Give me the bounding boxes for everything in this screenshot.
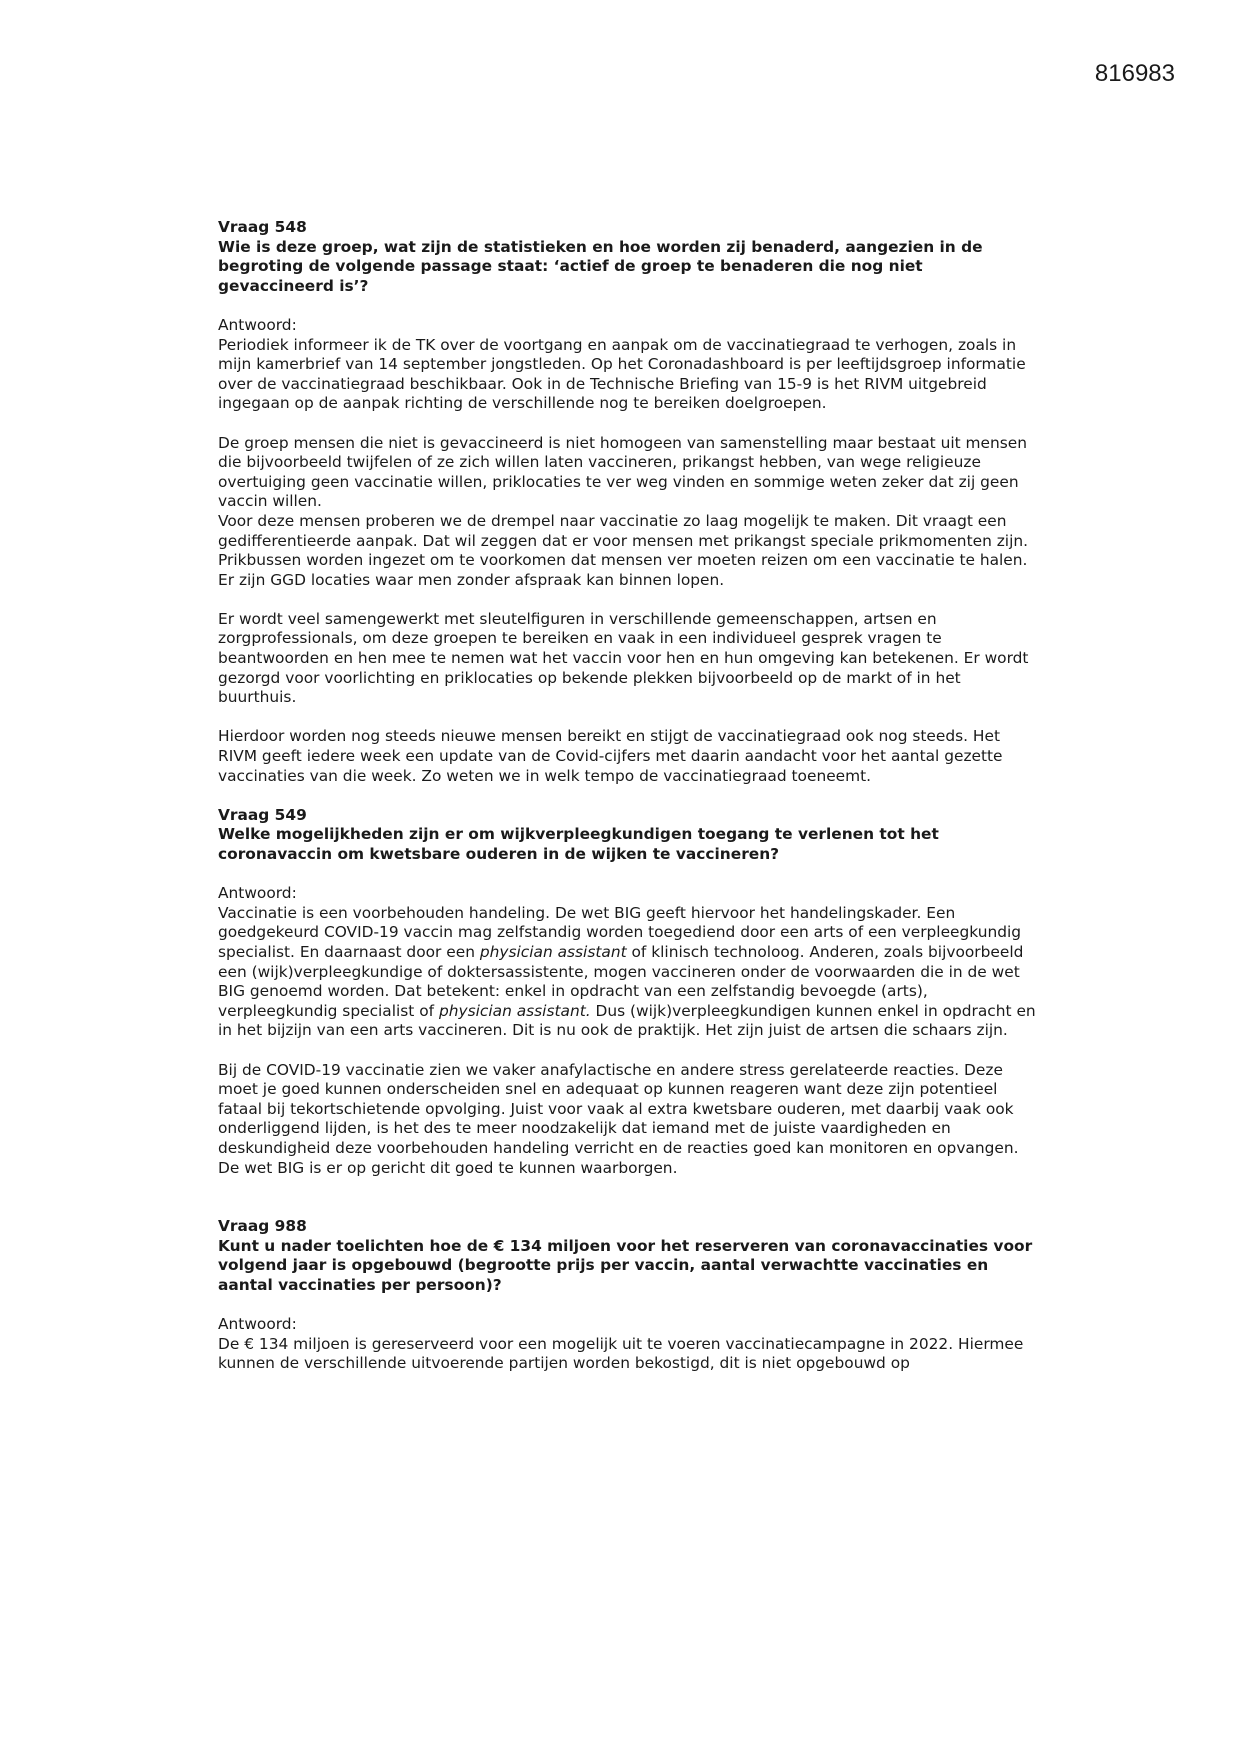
answer-text-part: Dus (wijk)verpleegkundigen kunnen enkel in opdracht en in het bijzijn van een arts vaccineren. Dit is nu ook de praktijk. Het zijn juist de artsen die schaars zijn. xyxy=(218,1001,1036,1040)
answer-text-part: Vaccinatie is een voorbehouden handeling. De wet BIG geeft hiervoor het handelingskader. Een goedgekeurd COVID-19 vaccin mag zelfstandig worden toegediend door een arts of een verpleegkundig specialist. En daarnaast door een xyxy=(218,903,1022,961)
question-549-answer-paragraph-2: Bij de COVID-19 vaccinatie zien we vaker anafylactische en andere stress gerelateerde reacties. Deze moet je goed kunnen onderscheiden snel en adequaat op kunnen reageren want deze zijn potentieel fataal bij tekortschietende opvolging. Juist voor vaak al extra kwetsbare ouderen, met daarbij vaak ook onderliggend lijden, is het des te meer noodzakelijk dat iemand met de juiste vaardigheden en deskundigheid deze voorbehouden handeling verricht en de reacties goed kan monitoren en opvangen. De wet BIG is er op gericht dit goed te kunnen waarborgen. xyxy=(218,1060,1019,1177)
question-549-answer-paragraph-1 xyxy=(218,904,1038,1041)
question-988-answer-paragraph-1: De € 134 miljoen is gereserveerd voor een mogelijk uit te voeren vaccinatiecampagne in 2022. Hiermee kunnen de verschillende uitvoerende partijen worden bekostigd, dit is niet opgebouwd op xyxy=(218,1334,1024,1373)
question-988-number: Vraag 988 xyxy=(218,1217,307,1236)
document-body xyxy=(218,218,1038,1374)
question-549-section xyxy=(218,806,1038,1178)
question-549-text: Welke mogelijkheden zijn er om wijkverpleegkundigen toegang te verlenen tot het coronavaccin om kwetsbare ouderen in de wijken te vaccineren? xyxy=(218,825,939,863)
question-988-answer-label: Antwoord: xyxy=(218,1315,297,1334)
question-988-section xyxy=(218,1217,1038,1374)
question-548-answer-paragraph-4: Er wordt veel samengewerkt met sleutelfiguren in verschillende gemeenschappen, artsen en zorgprofessionals, om deze groepen te bereiken en vaak in een individueel gesprek vragen te beantwoorden en hen mee te nemen wat het vaccin voor hen en hun omgeving kan betekenen. Er wordt gezorgd voor voorlichting en priklocaties op bekende plekken bijvoorbeeld op de markt of in het buurthuis. xyxy=(218,609,1029,707)
question-988-text: Kunt u nader toelichten hoe de € 134 miljoen voor het reserveren van coronavaccinaties voor volgend jaar is opgebouwd (begrootte prijs per vaccin, aantal verwachtte vaccinaties en aantal vaccinaties per persoon)? xyxy=(218,1236,1033,1294)
question-548-answer-paragraph-2: De groep mensen die niet is gevaccineerd is niet homogeen van samenstelling maar bestaat uit mensen die bijvoorbeeld twijfelen of ze zich willen laten vaccineren, prikangst hebben, van wege religieuze overtuiging geen vaccinatie willen, priklocaties te ver weg vinden en sommige weten zeker dat zij geen vaccin willen. xyxy=(218,433,1028,511)
question-549-answer-label: Antwoord: xyxy=(218,884,297,903)
question-549-number: Vraag 549 xyxy=(218,805,307,824)
question-548-answer-label: Antwoord: xyxy=(218,315,297,334)
question-548-section xyxy=(218,218,1038,786)
question-548-answer-paragraph-5: Hierdoor worden nog steeds nieuwe mensen bereikt en stijgt de vaccinatiegraad ook nog steeds. Het RIVM geeft iedere week een update van de Covid-cijfers met daarin aandacht voor het aantal gezette vaccinaties van die week. Zo weten we in welk tempo de vaccinatiegraad toeneemt. xyxy=(218,727,1003,785)
answer-text-part: of klinisch technoloog. Anderen, zoals bijvoorbeeld een (wijk)verpleegkundige of doktersassistente, mogen vaccineren onder de voorwaarden die in de wet BIG genoemd worden. Dat betekent: enkel in opdracht van een zelfstandig bevoegde (arts), verpleegkundig specialist of xyxy=(218,942,1024,1020)
document-id: 816983 xyxy=(1094,60,1175,87)
question-548-text: Wie is deze groep, wat zijn de statistieken en hoe worden zij benaderd, aangezien in de begroting de volgende passage staat: ‘actief de groep te benaderen die nog niet gevaccineerd is’? xyxy=(218,237,983,295)
answer-italic-term: physician assistant. xyxy=(438,1001,591,1020)
question-548-number: Vraag 548 xyxy=(218,218,307,236)
question-548-answer-paragraph-1: Periodiek informeer ik de TK over de voortgang en aanpak om de vaccinatiegraad te verhogen, zoals in mijn kamerbrief van 14 september jongstleden. Op het Coronadashboard is per leeftijdsgroep informatie over de vaccinatiegraad beschikbaar. Ook in de Technische Briefing van 15-9 is het RIVM uitgebreid ingegaan op de aanpak richting de verschillende nog te bereiken doelgroepen. xyxy=(218,335,1026,413)
question-548-answer-paragraph-3: Voor deze mensen proberen we de drempel naar vaccinatie zo laag mogelijk te maken. Dit vraagt een gedifferentieerde aanpak. Dat wil zeggen dat er voor mensen met prikangst speciale prikmomenten zijn. Prikbussen worden ingezet om te voorkomen dat mensen ver moeten reizen om een vaccinatie te halen. Er zijn GGD locaties waar men zonder afspraak kan binnen lopen. xyxy=(218,511,1028,589)
answer-italic-term: physician assistant xyxy=(479,942,627,961)
